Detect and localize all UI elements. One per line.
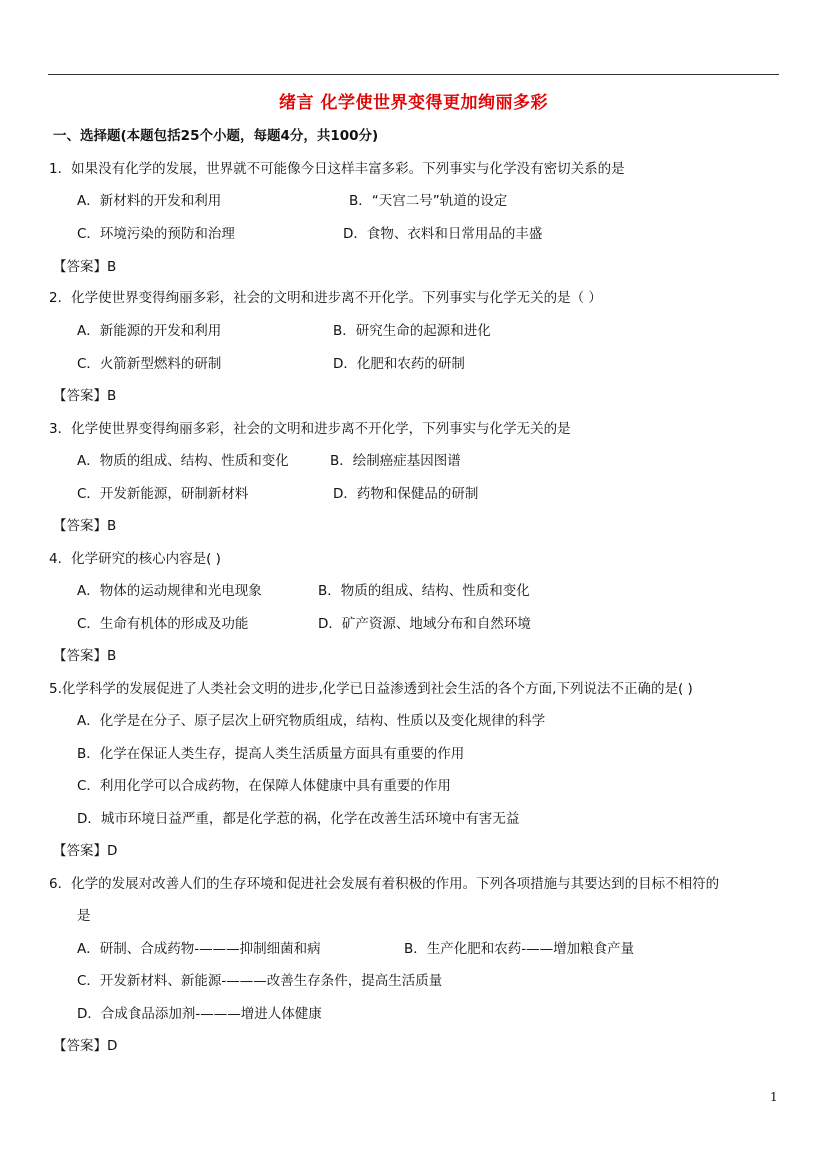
question-5-option-b: B．化学在保证人类生存，提高人类生活质量方面具有重要的作用 bbox=[77, 746, 465, 762]
question-1-answer: 【答案】B bbox=[53, 259, 117, 275]
question-4-option-a: A．物体的运动规律和光电现象 bbox=[77, 583, 262, 599]
question-3-stem: 3．化学使世界变得绚丽多彩，社会的文明和进步离不开化学，下列事实与化学无关的是 bbox=[49, 421, 571, 437]
question-5-stem: 5.化学科学的发展促进了人类社会文明的进步,化学已日益渗透到社会生活的各个方面,下列说法不正确的是( ) bbox=[49, 681, 693, 697]
question-6-answer: 【答案】D bbox=[53, 1038, 118, 1054]
question-3-option-a: A．物质的组成、结构、性质和变化 bbox=[77, 453, 289, 469]
question-2-option-d: D．化肥和农药的研制 bbox=[333, 356, 465, 372]
question-3-option-c: C．开发新能源，研制新材料 bbox=[77, 486, 249, 502]
question-6-option-b: B．生产化肥和农药-——增加粮食产量 bbox=[404, 941, 635, 957]
question-4-answer: 【答案】B bbox=[53, 648, 117, 664]
question-4-stem: 4．化学研究的核心内容是( ) bbox=[49, 551, 221, 567]
question-3-option-d: D．药物和保健品的研制 bbox=[333, 486, 479, 502]
question-6-stem: 6．化学的发展对改善人们的生存环境和促进社会发展有着积极的作用。下列各项措施与其要达到的目标不相符的 bbox=[49, 876, 720, 892]
question-4-option-d: D．矿产资源、地域分布和自然环境 bbox=[318, 616, 531, 632]
question-2-option-a: A．新能源的开发和利用 bbox=[77, 323, 222, 339]
question-5-answer: 【答案】D bbox=[53, 843, 118, 859]
question-2-option-b: B．研究生命的起源和进化 bbox=[333, 323, 491, 339]
question-5-option-a: A．化学是在分子、原子层次上研究物质组成，结构、性质以及变化规律的科学 bbox=[77, 713, 546, 729]
question-6-option-a: A．研制、合成药物-———抑制细菌和病 bbox=[77, 941, 321, 957]
question-5-option-d: D．城市环境日益严重，都是化学惹的祸，化学在改善生活环境中有害无益 bbox=[77, 811, 520, 827]
page-title: 绪言 化学使世界变得更加绚丽多彩 bbox=[279, 93, 548, 113]
section-heading: 一、选择题(本题包括25个小题，每题4分，共100分) bbox=[53, 128, 379, 144]
question-1-stem: 1．如果没有化学的发展，世界就不可能像今日这样丰富多彩。下列事实与化学没有密切关系的是 bbox=[49, 161, 625, 177]
page-number: 1 bbox=[770, 1090, 778, 1104]
question-1-option-d: D．食物、衣料和日常用品的丰盛 bbox=[343, 226, 543, 242]
question-6-option-c: C．开发新材料、新能源-———改善生存条件，提高生活质量 bbox=[77, 973, 443, 989]
question-3-answer: 【答案】B bbox=[53, 518, 117, 534]
question-2-stem: 2．化学使世界变得绚丽多彩，社会的文明和进步离不开化学。下列事实与化学无关的是（ ） bbox=[49, 290, 602, 306]
question-5-option-c: C．利用化学可以合成药物，在保障人体健康中具有重要的作用 bbox=[77, 778, 451, 794]
header-rule bbox=[48, 74, 779, 75]
question-1-option-c: C．环境污染的预防和治理 bbox=[77, 226, 235, 242]
question-2-option-c: C．火箭新型燃料的研制 bbox=[77, 356, 222, 372]
question-2-answer: 【答案】B bbox=[53, 388, 117, 404]
question-3-option-b: B．绘制癌症基因图谱 bbox=[330, 453, 461, 469]
question-1-option-a: A．新材料的开发和利用 bbox=[77, 193, 222, 209]
question-6-stem-continued: 是 bbox=[77, 908, 91, 924]
question-4-option-b: B．物质的组成、结构、性质和变化 bbox=[318, 583, 530, 599]
question-4-option-c: C．生命有机体的形成及功能 bbox=[77, 616, 249, 632]
question-6-option-d: D．合成食品添加剂-———增进人体健康 bbox=[77, 1006, 322, 1022]
question-1-option-b: B．“天宫二号”轨道的设定 bbox=[349, 193, 508, 209]
